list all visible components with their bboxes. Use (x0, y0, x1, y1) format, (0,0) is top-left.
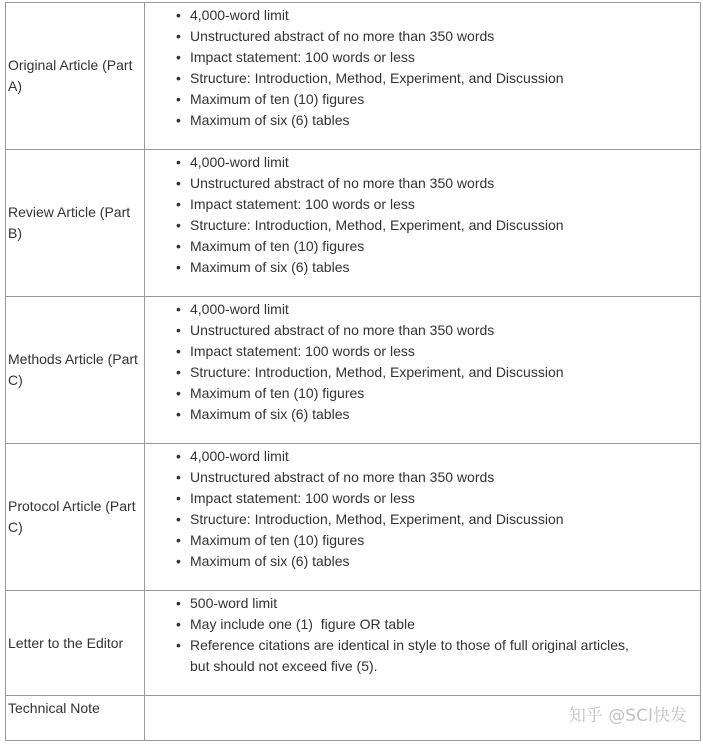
requirements-cell (145, 150, 701, 297)
article-type-label: Technical Note (6, 696, 145, 741)
watermark: 知乎 @SCI快发 (568, 706, 687, 726)
table-row (6, 3, 701, 150)
requirements-list (145, 591, 700, 677)
article-type-label: Review Article (Part B) (6, 150, 145, 297)
list-item: • Maximum of six (6) tables (190, 404, 700, 425)
article-types-table (5, 2, 701, 741)
list-item: • Maximum of ten (10) figures (190, 383, 700, 404)
article-type-label: Letter to the Editor (6, 591, 145, 696)
article-type-label: Methods Article (Part C) (6, 297, 145, 444)
list-item: • Structure: Introduction, Method, Experiment, and Discussion (190, 509, 700, 530)
table-row (6, 297, 701, 444)
requirements-cell (145, 444, 701, 591)
list-item: • Structure: Introduction, Method, Experiment, and Discussion (190, 362, 700, 383)
list-item: • 4,000-word limit (190, 446, 700, 467)
list-item: • Maximum of ten (10) figures (190, 530, 700, 551)
requirements-list (145, 150, 700, 278)
list-item: • Impact statement: 100 words or less (190, 341, 700, 362)
list-item: • Impact statement: 100 words or less (190, 47, 700, 68)
list-item: • Maximum of six (6) tables (190, 551, 700, 572)
article-type-label: Original Article (Part A) (6, 3, 145, 150)
table-row (6, 150, 701, 297)
list-item: • Maximum of six (6) tables (190, 110, 700, 131)
requirements-list (145, 297, 700, 425)
requirements-list (145, 444, 700, 572)
list-item: • 4,000-word limit (190, 299, 700, 320)
list-item: • Maximum of ten (10) figures (190, 236, 700, 257)
list-item: • Impact statement: 100 words or less (190, 194, 700, 215)
list-item: • 4,000-word limit (190, 5, 700, 26)
list-item: • 500-word limit (190, 593, 640, 614)
list-item: • 4,000-word limit (190, 152, 700, 173)
list-item: • Reference citations are identical in style to those of full original articles, but should not exceed five (5). (190, 635, 640, 677)
list-item: • Impact statement: 100 words or less (190, 488, 700, 509)
list-item: • Unstructured abstract of no more than 350 words (190, 467, 700, 488)
list-item: • Unstructured abstract of no more than 350 words (190, 26, 700, 47)
list-item: • Structure: Introduction, Method, Experiment, and Discussion (190, 215, 700, 236)
requirements-cell (145, 591, 701, 696)
list-item: • May include one (1) figure OR table (190, 614, 640, 635)
list-item: • Maximum of ten (10) figures (190, 89, 700, 110)
article-type-label: Protocol Article (Part C) (6, 444, 145, 591)
list-item: • Structure: Introduction, Method, Experiment, and Discussion (190, 68, 700, 89)
table-row (6, 591, 701, 696)
list-item: • Unstructured abstract of no more than 350 words (190, 320, 700, 341)
list-item: • Unstructured abstract of no more than 350 words (190, 173, 700, 194)
list-item: • Maximum of six (6) tables (190, 257, 700, 278)
table-row (6, 444, 701, 591)
requirements-list (145, 3, 700, 131)
requirements-cell (145, 297, 701, 444)
requirements-cell (145, 3, 701, 150)
